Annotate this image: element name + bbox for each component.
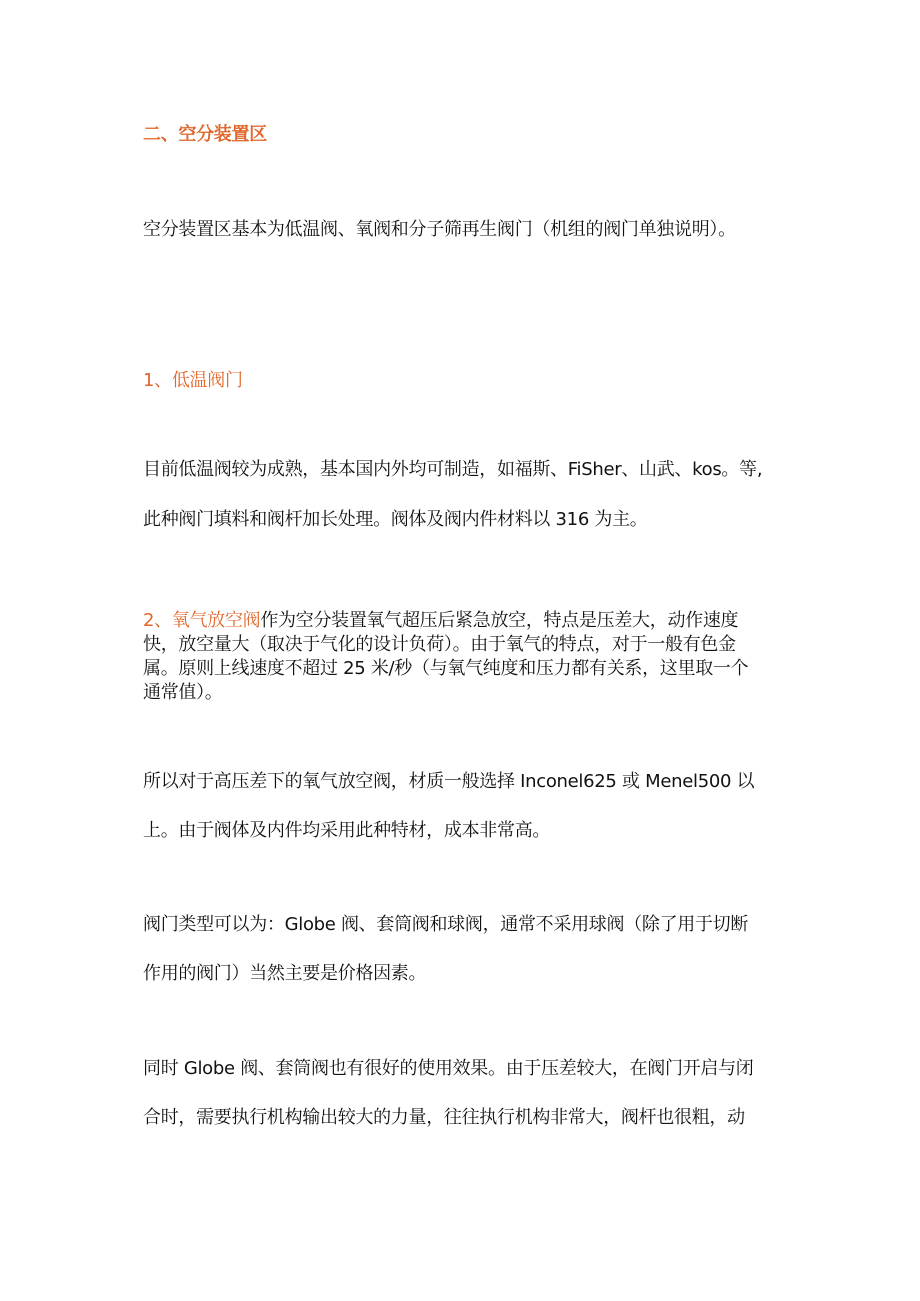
section-title: 二、空分装置区 (143, 124, 267, 145)
globe-line-2: 合时，需要执行机构输出较大的力量，往往执行机构非常大，阀杆也很粗，动 (143, 1107, 745, 1128)
item2-line-1 (143, 609, 738, 633)
valve-type-line-1: 阀门类型可以为：Globe 阀、套筒阀和球阀，通常不采用球阀（除了用于切断 (143, 914, 749, 935)
valve-type-line-2: 作用的阀门）当然主要是价格因素。 (143, 963, 427, 984)
item1-line-1: 目前低温阀较为成熟，基本国内外均可制造，如福斯、FiSher、山武、kos。等, (143, 459, 763, 480)
item1-title: 1、低温阀门 (143, 370, 243, 391)
material-line-2: 上。由于阀体及内件均采用此种特材，成本非常高。 (143, 820, 551, 841)
section-intro: 空分装置区基本为低温阀、氧阀和分子筛再生阀门（机组的阀门单独说明）。 (143, 219, 736, 240)
item2-line-4: 通常值）。 (143, 682, 223, 703)
item2-title: 2、氧气放空阀 (143, 610, 261, 631)
item1-line-2: 此种阀门填料和阀杆加长处理。阀体及阀内件材料以 316 为主。 (143, 509, 648, 530)
globe-line-1: 同时 Globe 阀、套筒阀也有很好的使用效果。由于压差较大，在阀门开启与闭 (143, 1058, 754, 1079)
material-line-1: 所以对于高压差下的氧气放空阀，材质一般选择 Inconel625 或 Menel500 以 (143, 771, 755, 792)
item2-line-3: 属。原则上线速度不超过 25 米/秒（与氧气纯度和压力都有关系，这里取一个 (143, 658, 749, 679)
item2-line-1-text: 作为空分装置氧气超压后紧急放空，特点是压差大，动作速度 (260, 610, 739, 631)
item2-line-2: 快，放空量大（取决于气化的设计负荷）。由于氧气的特点，对于一般有色金 (143, 634, 736, 655)
